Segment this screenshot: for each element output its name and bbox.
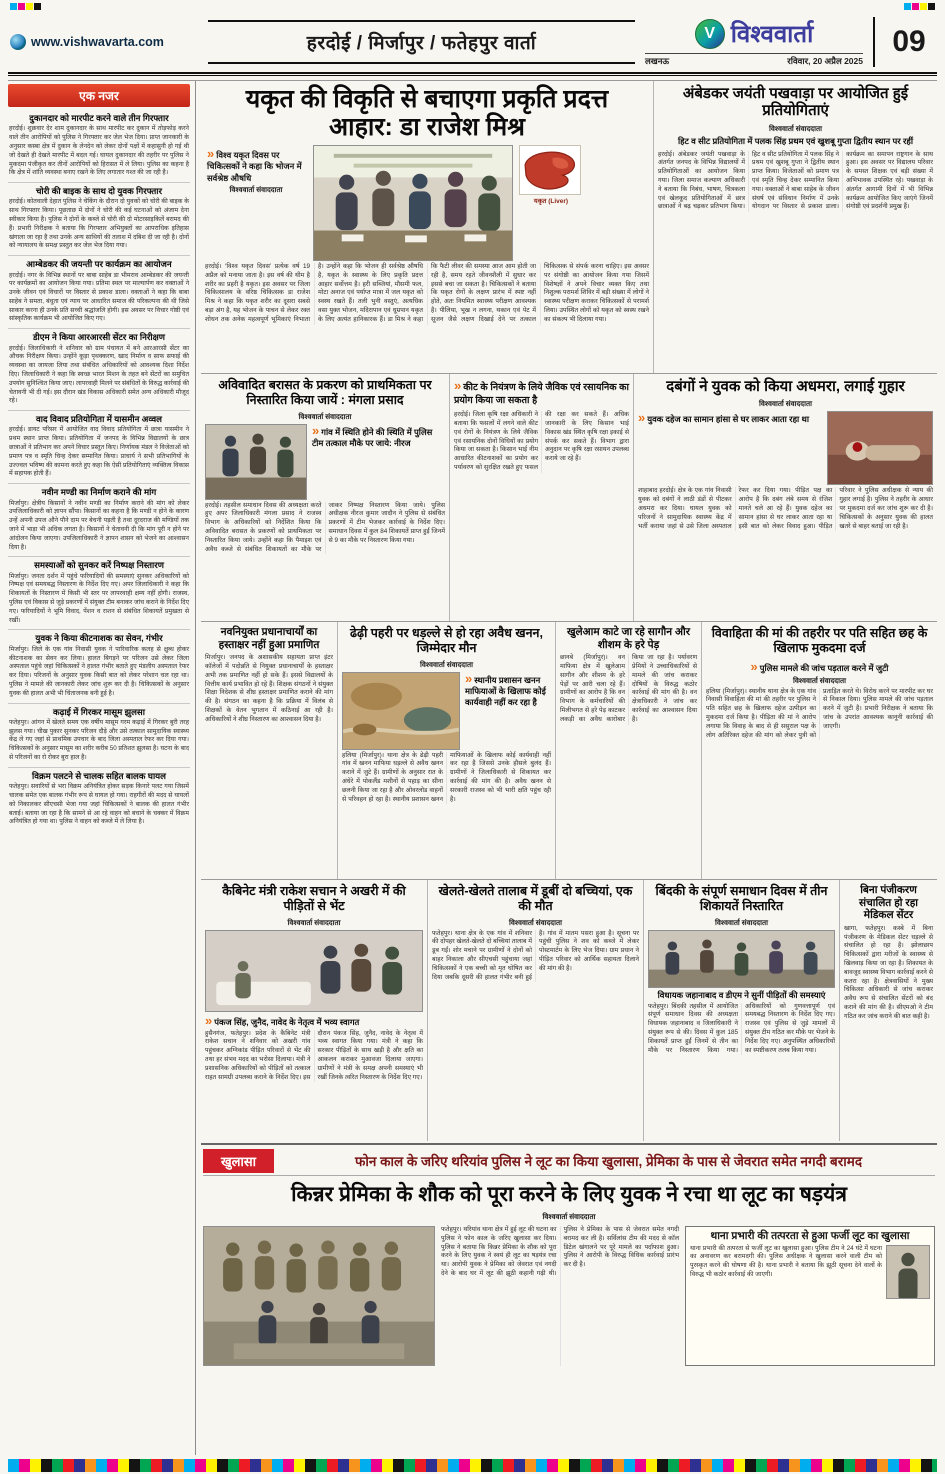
ambedkar-pullquote: हिट व सीट प्रतियोगिता में पलक सिंह प्रथम एवं खुशबू गुप्ता द्वितीय स्थान पर रहीं — [677, 135, 914, 146]
talab-headline: खेलते-खेलते तालाब में डूबीं दो बच्चियां, एक की मौत — [438, 884, 633, 913]
masthead-block — [645, 17, 863, 67]
header-rule — [8, 74, 937, 76]
khulasa-content-row — [203, 1224, 935, 1369]
section-title-box — [208, 20, 635, 64]
barasat-pullquote: गांव में स्थिति होने की स्थिति में पुलिस टीम तत्काल मौके पर जाये: नीरज — [312, 426, 433, 448]
article-bindki-samadhan — [643, 880, 839, 1141]
lead-kicker — [207, 145, 307, 261]
khanan-body: हलिया (मिर्जापुर)। थाना क्षेत्र के ढेढ़ी पहरी गांव में खनन माफिया धड़ल्ले से अवैध खनन कराने में जुटे हैं। ग्रामीणों के अनुसार रात के अंधेरे में पोकलैंड मशीनों से पहाड़ का सीना छलनी किया जा रहा है और ओवरलोड वाहनों से परिवहन हो रहा है। स्थानीय प्रशासन खनन माफियाओं के खिलाफ कोई कार्यवाही नहीं कर रहा है जिससे उनके हौसले बुलंद हैं। ग्रामीणों ने जिलाधिकारी से शिकायत कर कार्रवाई की मांग की है। अवैध खनन से सरकारी राजस्व को भी भारी क्षति पहुंच रही है। — [342, 751, 551, 803]
barasat-pullquote-block — [312, 424, 445, 449]
sidebar-title: एक नजर — [8, 84, 190, 107]
sidebar-item-body: मिर्जापुर। क्षेत्रीय किसानों ने नवीन मण्डी का निर्माण कराने की मांग को लेकर उपजिलाधिकारी को ज्ञापन सौंपा। किसानों का कहना है कि मण्डी न होने के कारण उन्हें अपनी उपज औने पौने दाम पर बेचनी पड़ती है तथा दूरदराज की मण्डियों तक जाने में भाड़ा भी अधिक लगता है। किसानों ने चेतावनी दी कि मांग पूरी न होने पर आंदोलन किया जाएगा। उपजिलाधिकारी ने ज्ञापन शासन को भेजने का आश्वासन दिया है। — [9, 499, 189, 551]
liver-illustration-block — [519, 145, 583, 261]
edition-date: रविवार, 20 अप्रैल 2025 — [787, 56, 863, 66]
sachan-headline: कैबिनेट मंत्री राकेश सचान ने अखरी में की पीड़ितों से भेंट — [222, 884, 406, 913]
edition-row — [645, 53, 863, 67]
sidebar-item-headline: चोरी की बाइक के साथ दो युवक गिरफ्तार — [35, 186, 163, 197]
quote-icon: » — [205, 1012, 213, 1028]
bindki-subhead: विधायक जहानाबाद व डीएम ने सुनीं पीड़ितों की समस्याएं — [657, 989, 826, 1000]
keet-body: हरदोई। जिला कृषि रक्षा अधिकारी ने बताया कि फसलों में लगने वाले कीट एवं रोगों के नियंत्रण के लिये जैविक एवं रसायनिक दोनों विधियों का प्रयोग किया जा सकता है। किसान भाई नीम आधारित कीटनाशकों का प्रयोग कर पर्यावरण को सुरक्षित रखते हुए फसल की रक्षा कर सकते हैं। अधिक जानकारी के लिए किसान भाई विकास खंड स्थित कृषि रक्षा इकाई से संपर्क कर सकते हैं। विभाग द्वारा अनुदान पर कृषि रक्षा रसायन उपलब्ध कराये जा रहे हैं। — [454, 411, 629, 471]
article-liver-day — [201, 81, 653, 373]
liver-illustration — [519, 145, 581, 195]
quote-icon: » — [454, 378, 462, 393]
keet-headline: कीट के नियंत्रण के लिये जैविक एवं रसायनिक का प्रयोग किया जा सकता है — [454, 382, 629, 406]
website-block — [10, 34, 198, 50]
minister-visit-photo — [205, 930, 423, 1012]
sidebar-item-body: हरदोई। डायट परिसर में आयोजित वाद विवाद प्रतियोगिता में छात्रा यासमीन ने प्रथम स्थान प्राप्त किया। प्रतियोगिता में जनपद के विभिन्न विद्यालयों के छात्र छात्राओं ने प्रतिभाग कर अपने विचार प्रस्तुत किए। निर्णायक मंडल ने विजेताओं को प्रमाण पत्र व स्मृति चिन्ह देकर सम्मानित किया। प्राचार्य ने सभी प्रतिभागियों के उज्ज्वल भविष्य की कामना करते हुए कहा कि ऐसी प्रतियोगिताएं व्यक्तित्व विकास में सहायक होती हैं। — [9, 426, 189, 478]
color-calibration-bar — [8, 1459, 937, 1472]
page-number-box — [873, 17, 935, 67]
sidebar-news-item — [8, 704, 190, 768]
sidebar-news-item — [8, 557, 190, 630]
talab-body: फतेहपुर। थाना क्षेत्र के एक गांव में शनिवार की दोपहर खेलते-खेलते दो बच्चियां तालाब में डूब गईं। शोर मचाने पर ग्रामीणों ने दोनों को बाहर निकाला और सीएचसी पहुंचाया जहां चिकित्सकों ने एक बच्ची को मृत घोषित कर दिया जबकि दूसरी की हालत गंभीर बनी हुई है। गांव में मातम पसरा हुआ है। सूचना पर पहुंची पुलिस ने शव को कब्जे में लेकर पोस्टमार्टम के लिए भेज दिया। ग्राम प्रधान ने पीड़ित परिवार को आर्थिक सहायता दिलाने की मांग की है। — [432, 929, 639, 981]
ambedkar-headline: अंबेडकर जयंती पखवाड़ा पर आयोजित हुई प्रतियोगिताएं — [682, 85, 909, 120]
registration-marks-top — [8, 3, 937, 12]
medical-body: खागा, फतेहपुर। कस्बे में बिना पंजीकरण के मेडिकल सेंटर धड़ल्ले से संचालित हो रहा है। झोलाछाप चिकित्सकों द्वारा मरीजों के स्वास्थ्य से खिलवाड़ किया जा रहा है। शिकायत के बावजूद स्वास्थ्य विभाग कार्रवाई करने से कतरा रहा है। क्षेत्रवासियों ने मुख्य चिकित्सा अधिकारी से जांच कराकर अवैध रूप से संचालित सेंटरों को बंद कराने की मांग की है। सीएमओ ने टीम गठित कर जांच कराने की बात कही है। — [844, 924, 933, 1020]
bindki-headline: बिंदकी के संपूर्ण समाधान दिवस में तीन शिकायतें निस्तारित — [655, 884, 828, 913]
pradhanacharya-body: मिर्जापुर। जनपद के अशासकीय सहायता प्राप्त इंटर कॉलेजों में पदोन्नति से नियुक्त प्रधानाचार्यों के हस्ताक्षर अभी तक प्रमाणित नहीं हो सके हैं। इससे विद्यालयों के वित्तीय कार्य प्रभावित हो रहे हैं। शिक्षक संगठनों ने संयुक्त शिक्षा निदेशक से शीघ्र हस्ताक्षर प्रमाणित कराने की मांग की है। संगठन का कहना है कि प्रक्रिया में विलंब से शिक्षकों के वेतन भुगतान में कठिनाई आ रही है। अधिकारियों ने शीघ्र निस्तारण का आश्वासन दिया है। — [205, 654, 333, 723]
article-mantri-sachan — [201, 880, 427, 1141]
sidebar-item-body: हरदोई। शुक्रवार देर शाम दुकानदार के साथ मारपीट कर दुकान में तोड़फोड़ करने वाले तीन आरोपियों को पुलिस ने गिरफ्तार कर जेल भेज दिया। प्राप्त जानकारी के अनुसार कस्बा क्षेत्र में दुकान के लेनदेन को लेकर दोनों पक्षों में कहासुनी हो गई थी जो देखते ही देखते मारपीट में बदल गई। घायल दुकानदार की तहरीर पर पुलिस ने मुकदमा पंजीकृत कर तीनों आरोपियों को हिरासत में ले लिया। पुलिस का कहना है कि क्षेत्र में शांति व्यवस्था बनाए रखने के लिए लगातार गश्त की जा रही है। — [9, 125, 189, 177]
trees-body: छानबे (मिर्जापुर)। वन माफिया क्षेत्र में खुलेआम सागौन और शीशम के हरे पेड़ों पर आरी चला रहे हैं। ग्रामीणों का आरोप है कि वन विभाग के कर्मचारियों की मिलीभगत से हरे पेड़ काटकर लकड़ी का अवैध कारोबार किया जा रहा है। पर्यावरण प्रेमियों ने उच्चाधिकारियों से मामले की जांच कराकर दोषियों के विरुद्ध कठोर कार्रवाई की मांग की है। वन क्षेत्राधिकारी ने जांच कर कार्रवाई का आश्वासन दिया है। — [560, 654, 697, 723]
talab-byline: विश्ववार्ता संवाददाता — [509, 917, 562, 927]
globe-icon — [10, 34, 26, 50]
sidebar-ek-nazar — [8, 81, 196, 1455]
masthead-title: विश्ववार्ता — [730, 21, 814, 48]
dabang-byline: विश्ववार्ता संवाददाता — [759, 399, 812, 409]
dabang-headline: दबंगों ने युवक को किया अधमरा, लगाई गुहार — [666, 378, 905, 395]
sachan-caption-block — [205, 1014, 423, 1028]
main-column — [196, 81, 937, 1455]
khulasa-byline: विश्ववार्ता संवाददाता — [542, 1212, 596, 1221]
sidebar-item-headline: आम्बेडकर की जयन्ती पर कार्यक्रम का आयोजन — [26, 259, 172, 270]
lead-kicker-text: विश्व यकृत दिवस पर चिकित्सकों ने कहा कि भोजन में सर्वश्रेष्ठ औषधि — [207, 150, 302, 183]
vivahita-byline: विश्ववार्ता संवाददाता — [793, 675, 846, 685]
sidebar-news-item — [8, 256, 190, 329]
medical-headline: बिना पंजीकरण संचालित हो रहा मेडिकल सेंटर — [858, 884, 919, 922]
barasat-headline: अविवादित बरासत के प्रकरण को प्राथमिकता पर निस्तारित किया जायें : मंगला प्रसाद — [218, 378, 432, 407]
sidebar-item-body: मिर्जापुर। जनता दर्शन में पहुंचे फरियादियों की समस्याएं सुनकर अधिकारियों को निष्पक्ष एवं समयबद्ध निस्तारण के निर्देश दिए गए। अपर जिलाधिकारी ने कहा कि शिकायतों के निस्तारण में किसी भी स्तर पर लापरवाही क्षम्य नहीं होगी। राजस्व, पुलिस एवं विकास से जुड़े प्रकरणों में संयुक्त टीम बनाकर जांच कराने के निर्देश दिए गए। फरियादियों ने भूमि विवाद, पेंशन व राशन से संबंधित शिकायतें प्रमुखता से रखीं। — [9, 572, 189, 624]
khulasa-headline: किन्नर प्रेमिका के शौक को पूरा करने के लिए युवक ने रचा था लूट का षड़यंत्र — [291, 1183, 847, 1206]
sidebar-news-item — [8, 630, 190, 703]
bindki-body: फतेहपुर। बिंदकी तहसील में आयोजित संपूर्ण समाधान दिवस की अध्यक्षता विधायक जहानाबाद व जिलाधिकारी ने संयुक्त रूप से की। दिवस में कुल 185 शिकायतें प्राप्त हुईं जिनमें से तीन का मौके पर निस्तारण किया गया। अधिकारियों को गुणवत्तापूर्ण एवं समयबद्ध निस्तारण के निर्देश दिए गए। राजस्व एवं पुलिस से जुड़े मामलों में संयुक्त टीम गठित कर मौके पर भेजने के निर्देश दिए गए। अनुपस्थित अधिकारियों का स्पष्टीकरण तलब किया गया। — [648, 1002, 835, 1054]
dabang-body: शाहाबाद हरदोई। क्षेत्र के एक गांव निवासी युवक को दबंगों ने लाठी डंडों से पीटकर अधमरा कर दिया। घायल युवक को परिजनों ने सामुदायिक स्वास्थ्य केंद्र में भर्ती कराया जहां से उसे जिला अस्पताल रेफर कर दिया गया। पीड़ित पक्ष का आरोप है कि दबंग लंबे समय से रंजिश मानते चले आ रहे हैं। युवक दहेज का सामान हांसा से घर लाकर आता रहा था इसी बात को लेकर विवाद हुआ। पीड़ित परिवार ने पुलिस अधीक्षक से न्याय की गुहार लगाई है। पुलिस ने तहरीर के आधार पर मुकदमा दर्ज कर जांच शुरू कर दी है। चिकित्सकों के अनुसार युवक की हालत खतरे से बाहर बताई जा रही है। — [638, 487, 933, 530]
lead-body: हरदोई। ‘विश्व यकृत दिवस’ प्रत्येक वर्ष 19 अप्रैल को मनाया जाता है। इस वर्ष की थीम है शरीर का प्रहरी है यकृत। इस अवसर पर जिला चिकित्सालय के वरिष्ठ चिकित्सक डा राजेश मिश्र ने कहा कि यकृत शरीर का दूसरा सबसे बड़ा अंग है, यह भोजन के पाचन से लेकर रक्त शोधन तक अनेक महत्वपूर्ण भूमिकाएं निभाता है। उन्होंने कहा कि भोजन ही सर्वश्रेष्ठ औषधि है, यकृत के स्वास्थ्य के लिए प्रकृति प्रदत्त आहार सर्वोत्तम है। हरी सब्जियां, मौसमी फल, मोटा अनाज एवं पर्याप्त मात्रा में जल यकृत को स्वस्थ रखते हैं। तली भुनी वस्तुएं, अत्यधिक वसा युक्त भोजन, मदिरापान एवं धूम्रपान यकृत के लिए अत्यंत हानिकारक हैं। डा मिश्र ने कहा कि फैटी लीवर की समस्या आज आम होती जा रही है, समय रहते जीवनशैली में सुधार कर इससे बचा जा सकता है। चिकित्सकों ने बताया कि यकृत रोगों के लक्षण प्रारंभ में स्पष्ट नहीं होते, अतः नियमित स्वास्थ्य परीक्षण आवश्यक है। पीलिया, भूख न लगना, थकान एवं पेट में सूजन जैसे लक्षण दिखाई देने पर तत्काल चिकित्सक से संपर्क करना चाहिए। इस अवसर पर संगोष्ठी का आयोजन किया गया जिसमें विशेषज्ञों ने अपने विचार व्यक्त किए तथा निशुल्क परामर्श शिविर में बड़ी संख्या में लोगों ने स्वास्थ्य परीक्षण कराकर चिकित्सकों से परामर्श लिया। उपस्थित लोगों को यकृत को स्वस्थ रखने का संकल्प भी दिलाया गया। — [205, 263, 649, 323]
page-content — [8, 80, 937, 1455]
sidebar-item-body: मिर्जापुर। जिले के एक गांव निवासी युवक ने पारिवारिक कलह से क्षुब्ध होकर कीटनाशक का सेवन कर लिया। हालत बिगड़ने पर परिजन उसे लेकर जिला अस्पताल पहुंचे जहां चिकित्सकों ने हालत गंभीर बताते हुए मंडलीय अस्पताल रेफर कर दिया। परिजनों के अनुसार युवक किसी बात को लेकर परेशान चल रहा था। पुलिस ने मामले की जानकारी लेकर जांच शुरू कर दी है। चिकित्सकों के अनुसार युवक की हालत अभी भी चिंताजनक बनी हुई है। — [9, 645, 189, 697]
khulasa-body: फतेहपुर। थरियांव थाना क्षेत्र में हुई लूट की घटना का पुलिस ने फोन काल के जरिए खुलासा कर दिया। पुलिस ने बताया कि किन्नर प्रेमिका के शौक को पूरा करने के लिए युवक ने स्वयं ही लूट का षड़यंत्र रचा था। आरोपी युवक ने प्रेमिका को जेवरात एवं नगदी देने के बाद घर में लूट की झूठी कहानी गढ़ी थी। पुलिस ने प्रेमिका के पास से जेवरात समेत नगदी बरामद कर ली है। सर्विलांस टीम की मदद से कॉल डिटेल खंगालने पर पूरे मामले का पर्दाफाश हुआ। पुलिस ने आरोपी के विरुद्ध विधिक कार्रवाई प्रारंभ कर दी है। — [441, 1226, 679, 1278]
sidebar-item-headline: दुकानदार को मारपीट करने वाले तीन गिरफ्तार — [29, 113, 169, 123]
khanan-headline: ढेढ़ी पहरी पर धड़ल्ले से हो रहा अवैध खनन, जिम्मेदार मौन — [350, 626, 543, 655]
section-title: हरदोई / मिर्जापुर / फतेहपुर वार्ता — [306, 33, 537, 54]
pradhanacharya-headline: नवनियुक्त प्रधानाचार्यों का हस्ताक्षर नहीं हुआ प्रमाणित — [218, 626, 320, 651]
article-barasat-samadhan — [201, 374, 449, 621]
sidebar-news-item — [8, 484, 190, 557]
quote-icon: » — [312, 422, 320, 438]
row-mirzapur — [201, 621, 937, 879]
khulasa-box-headline: थाना प्रभारी की तत्परता से हुआ फर्जी लूट का खुलासा — [710, 1230, 910, 1242]
sachan-body: हुसैनगंज, फतेहपुर। प्रदेश के कैबिनेट मंत्री राकेश सचान ने शनिवार को अखरी गांव पहुंचकर अग्निकांड पीड़ित परिवारों से भेंट की तथा हर संभव मदद का भरोसा दिलाया। मंत्री ने प्रशासनिक अधिकारियों को पीड़ितों को तत्काल राहत सामग्री उपलब्ध कराने के निर्देश दिए। इस दौरान पंकज सिंह, जुनैद, नावेद के नेतृत्व में भव्य स्वागत किया गया। मंत्री ने कहा कि सरकार पीड़ितों के साथ खड़ी है और क्षति का आकलन कराकर मुआवजा दिलाया जाएगा। ग्रामीणों ने मंत्री के समक्ष अपनी समस्याएं भी रखीं जिनके त्वरित निस्तारण के निर्देश दिए गए। — [205, 1029, 423, 1081]
khulasa-strap — [203, 1147, 935, 1176]
sidebar-item-headline: वाद विवाद प्रतियोगिता में यासमीन अव्वल — [35, 414, 163, 425]
khulasa-section — [201, 1143, 937, 1369]
sachan-caption: पंकज सिंह, जुनैद, नावेद के नेतृत्व में भव्य स्वागत — [214, 1016, 360, 1027]
sidebar-item-body: फतेहपुर। सवारियों से भरा विक्रम अनियंत्रित होकर सड़क किनारे पलट गया जिसमें चालक समेत एक बालक गंभीर रूप से घायल हो गया। राहगीरों की मदद से घायलों को निकालकर सीएचसी भेजा गया जहां चिकित्सकों ने बालक की हालत गंभीर बताई। बताया जा रहा है कि सामने से आ रहे वाहन को बचाने के चक्कर में विक्रम अनियंत्रित हो गया था। पुलिस ने वाहन को कब्जे में ले लिया है। — [9, 783, 189, 826]
sidebar-news-item — [8, 329, 190, 411]
quote-icon: » — [465, 670, 473, 686]
barasat-byline: विश्ववार्ता संवाददाता — [298, 411, 352, 421]
khanan-pullquote-block — [465, 672, 551, 708]
sidebar-news-item — [8, 768, 190, 831]
khanan-byline: विश्ववार्ता संवाददाता — [420, 659, 473, 669]
sidebar-item-body: हरदोई। जिलाधिकारी ने शनिवार को ग्राम पंचायत में बने आरआरसी सेंटर का औचक निरीक्षण किया। उन्होंने कूड़ा पृथक्करण, खाद निर्माण व साफ सफाई की व्यवस्था का जायजा लिया तथा संबंधित अधिकारियों को आवश्यक दिशा निर्देश दिए। जिलाधिकारी ने कहा कि स्वच्छ भारत मिशन के तहत बने सेंटरों का समुचित उपयोग सुनिश्चित किया जाए। लापरवाही मिलने पर संबंधितों के विरुद्ध कार्रवाई की चेतावनी भी दी गई। इस दौरान खंड विकास अधिकारी समेत अन्य अधिकारी मौजूद रहे। — [9, 344, 189, 405]
article-ambedkar-pakhwada — [653, 81, 937, 373]
article-keet-niyantran — [449, 374, 633, 621]
article-dabang-yuvak — [633, 374, 937, 621]
quote-icon: » — [207, 146, 215, 161]
vivahita-subhead: पुलिस मामले की जांच पड़ताल करने में जुटी — [759, 662, 889, 673]
ambedkar-byline: विश्ववार्ता संवाददाता — [769, 123, 822, 133]
article-talab-doobi — [427, 880, 643, 1141]
sidebar-item-headline: नवीन मण्डी का निर्माण कराने की मांग — [41, 487, 157, 498]
sachan-byline: विश्ववार्ता संवाददाता — [287, 917, 341, 927]
vivahita-subhead-block — [706, 660, 933, 674]
sidebar-item-headline: डीएम ने किया आरआरसी सेंटर का निरीक्षण — [32, 332, 166, 343]
inspector-portrait-photo — [886, 1245, 930, 1299]
khulasa-strap-text: फोन काल के जरिए थरियांव पुलिस ने लूट का किया खुलासा, प्रेमिका के पास से जेवरात समेत नगदी बरामद — [354, 1154, 863, 1169]
sidebar-item-headline: युवक ने किया कीटनाशक का सेवन, गंभीर — [35, 633, 163, 644]
lead-byline: विश्ववार्ता संवाददाता — [229, 185, 283, 195]
samadhan-diwas-photo — [205, 424, 307, 500]
trees-headline: खुलेआम काटे जा रहे सागौन और शीशम के हरे पेड़ — [566, 626, 691, 651]
article-avaidh-khanan — [337, 622, 555, 879]
quote-icon: » — [750, 658, 758, 674]
police-press-photo — [203, 1226, 435, 1366]
vivahita-body: हलिया (मिर्जापुर)। स्थानीय थाना क्षेत्र के एक गांव निवासी विवाहिता की मां की तहरीर पर पुलिस ने पति सहित छह के खिलाफ दहेज उत्पीड़न का मुकदमा दर्ज किया है। पीड़िता की मां ने आरोप लगाया कि विवाह के बाद से ही ससुराल पक्ष के लोग अतिरिक्त दहेज की मांग को लेकर पुत्री को प्रताड़ित करते थे। विरोध करने पर मारपीट कर घर से निकाल दिया। पुलिस मामले की जांच पड़ताल करने में जुटी है। प्रभारी निरीक्षक ने बताया कि जांच के उपरांत आवश्यक कानूनी कार्रवाई की जाएगी। — [706, 687, 933, 739]
edition-city: लखनऊ — [645, 56, 670, 66]
khulasa-box-body: थाना प्रभारी की तत्परता से फर्जी लूट का खुलासा हुआ। पुलिस टीम ने 24 घंटे में घटना का अनावरण कर बरामदगी की। पुलिस अधीक्षक ने खुलासा करने वाली टीम को पुरस्कृत करने की घोषणा की है। थाना प्रभारी ने बताया कि झूठी सूचना देने वालों के विरुद्ध भी कठोर कार्रवाई की जाएगी। — [690, 1244, 882, 1279]
row-fatehpur — [201, 879, 937, 1141]
vivahita-headline: विवाहिता की मां की तहरीर पर पति सहित छह के खिलाफ मुकदमा दर्ज — [711, 626, 928, 655]
khulasa-label: खुलासा — [203, 1149, 274, 1173]
page-number: 09 — [892, 25, 926, 58]
masthead-logo-row — [695, 17, 814, 50]
mining-aerial-photo — [342, 672, 460, 750]
ambedkar-body: हरदोई। अंबेडकर जयंती पखवाड़ा के अंतर्गत जनपद के विभिन्न विद्यालयों में प्रतियोगिताओं का आयोजन किया गया। जिला समाज कल्याण अधिकारी ने बताया कि निबंध, भाषण, चित्रकला एवं खेलकूद प्रतियोगिताओं में छात्र छात्राओं ने बढ़ चढ़कर प्रतिभाग किया। हिट व सीट प्रतियोगिता में पलक सिंह ने प्रथम एवं खुशबू गुप्ता ने द्वितीय स्थान प्राप्त किया। विजेताओं को प्रमाण पत्र एवं स्मृति चिन्ह देकर सम्मानित किया गया। वक्ताओं ने बाबा साहेब के जीवन संघर्ष एवं संविधान निर्माण में उनके योगदान पर विस्तार से प्रकाश डाला। कार्यक्रम का समापन राष्ट्रगान के साथ हुआ। इस अवसर पर विद्यालय परिवार के समस्त शिक्षक एवं बड़ी संख्या में अभिभावक उपस्थित रहे। पखवाड़ा के अंतर्गत आगामी दिनों में भी विभिन्न कार्यक्रम आयोजित किए जाएंगे जिनमें संगोष्ठी एवं प्रदर्शनी प्रमुख हैं। — [658, 150, 933, 211]
bindki-meeting-photo — [648, 930, 835, 988]
keet-headline-block — [454, 379, 629, 407]
sidebar-news-item — [8, 411, 190, 484]
liver-caption: यकृत (Liver) — [533, 198, 569, 205]
barasat-media-row — [205, 424, 445, 500]
barasat-body: हरदोई। तहसील समाधान दिवस की अध्यक्षता करते हुए अपर जिलाधिकारी मंगला प्रसाद ने राजस्व विभाग के अधिकारियों को निर्देशित किया कि अविवादित बरासत के प्रकरणों को प्राथमिकता पर निस्तारित किया जाये। उन्होंने कहा कि पैमाइश एवं अवैध कब्जे से संबंधित शिकायतों का मौके पर जाकर निष्पक्ष निस्तारण किया जाये। पुलिस अधीक्षक नीरज कुमार जादौन ने पुलिस से संबंधित प्रकरणों में टीम भेजकर कार्रवाई के निर्देश दिए। समाधान दिवस में कुल 84 शिकायतें प्राप्त हुईं जिनमें से 9 का मौके पर निस्तारण किया गया। — [205, 501, 445, 553]
lead-media-row — [205, 145, 649, 263]
sidebar-news-item — [8, 183, 190, 256]
row-middle — [201, 373, 937, 621]
sidebar-item-headline: समस्याओं को सुनकर करें निष्पक्ष निस्तारण — [34, 560, 164, 571]
bindki-byline: विश्ववार्ता संवाददाता — [715, 917, 768, 927]
row-lead — [201, 81, 937, 373]
article-medical-center — [839, 880, 937, 1141]
article-pradhanacharya — [201, 622, 337, 879]
dabang-pullquote-block — [638, 411, 822, 425]
sidebar-item-body: हरदोई। कोतवाली देहात पुलिस ने चेकिंग के दौरान दो युवकों को चोरी की बाइक के साथ गिरफ्तार किया। पूछताछ में दोनों ने चोरी की कई घटनाओं को अंजाम देना स्वीकार किया है। पुलिस ने दोनों के कब्जे से चोरी की दो मोटरसाइकिलें बरामद की हैं। प्रभारी निरीक्षक ने बताया कि गिरफ्तार अभियुक्तों का आपराधिक इतिहास खंगाला जा रहा है तथा उनके अन्य साथियों की तलाश में दबिश दी जा रही है। दोनों को न्यायालय के समक्ष प्रस्तुत कर जेल भेज दिया गया। — [9, 198, 189, 250]
page-header — [8, 12, 937, 74]
reg-cluster-left — [10, 3, 41, 12]
sidebar-news-item — [8, 110, 190, 183]
website-url: www.vishwavarta.com — [31, 35, 164, 49]
khanan-media-row — [342, 672, 551, 750]
khulasa-box-article — [685, 1226, 935, 1366]
quote-icon: » — [638, 410, 646, 426]
sidebar-item-body: फतेहपुर। आंगन में खेलते समय एक वर्षीय मासूम गरम कढ़ाई में गिरकर बुरी तरह झुलस गया। चीख पुकार सुनकर परिजन दौड़े और उसे तत्काल सामुदायिक स्वास्थ्य केंद्र ले गए जहां से प्राथमिक उपचार के बाद जिला अस्पताल रेफर कर दिया गया। चिकित्सकों के अनुसार मासूम का शरीर करीब 50 प्रतिशत झुलसा है। घटना के बाद से परिजनों का रो रोकर बुरा हाल है। — [9, 718, 189, 762]
article-vivahita-mukadma — [701, 622, 937, 879]
khanan-pullquote: स्थानीय प्रशासन खनन माफियाओं के खिलाफ कोई कार्यवाही नहीं कर रहा है — [465, 674, 546, 707]
sidebar-item-body: हरदोई। नगर के विभिन्न स्थानों पर बाबा साहेब डा भीमराव आम्बेडकर की जयन्ती पर कार्यक्रमों का आयोजन किया गया। प्रतिमा स्थल पर माल्यार्पण कर वक्ताओं ने उनके जीवन एवं विचारों पर विस्तार से प्रकाश डाला। वक्ताओं ने कहा कि बाबा साहेब ने समता, बंधुता एवं न्याय पर आधारित समाज की परिकल्पना की थी जिसे साकार करना ही उनके प्रति सच्ची श्रद्धांजलि होगी। इस अवसर पर विचार गोष्ठी एवं सांस्कृतिक कार्यक्रम भी आयोजित किए गए। — [9, 271, 189, 323]
dabang-pullquote: युवक दहेज का सामान हांसा से घर लाकर आता रहा था — [647, 414, 810, 425]
sidebar-item-headline: विक्रम पलटने से चालक सहित बालक घायल — [32, 770, 166, 781]
liver-event-photo — [313, 145, 513, 261]
brand-logo-icon: V — [695, 19, 725, 49]
article-tree-cutting — [555, 622, 701, 879]
reg-cluster-right — [904, 3, 935, 12]
dabang-media-row — [638, 411, 933, 485]
injured-youth-photo — [827, 411, 933, 485]
lead-headline: यकृत की विकृति से बचाएगा प्रकृति प्रदत्त आहार: डा राजेश मिश्र — [245, 85, 609, 141]
sidebar-item-headline: कढ़ाई में गिरकर मासूम झुलसा — [53, 706, 145, 717]
